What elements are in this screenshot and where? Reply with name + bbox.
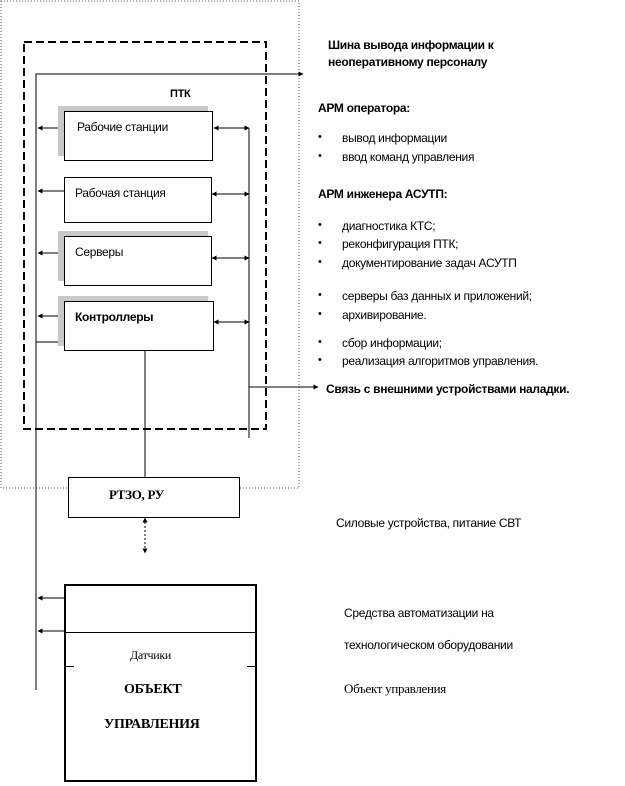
controllers-label: Контроллеры: [75, 310, 154, 324]
object-label-line2: УПРАВЛЕНИЯ: [104, 717, 200, 732]
external-link-label: Связь с внешними устройствами наладки.: [326, 382, 570, 396]
sensors-label: Датчики: [130, 648, 172, 662]
workstation-label: Рабочая станция: [75, 186, 166, 200]
operator-item-1: • вывод информации: [342, 131, 447, 145]
control-object-label: Объект управления: [344, 681, 446, 696]
controller-item-1: • сбор информации;: [342, 336, 442, 350]
ptk-label: ПТК: [170, 88, 191, 100]
object-label-line1: ОБЪЕКТ: [124, 682, 182, 697]
automation-label-line1: Средства автоматизации на: [344, 606, 494, 620]
controllers-box: [64, 301, 214, 351]
rtzo-box: [68, 477, 240, 518]
servers-box: [64, 236, 212, 286]
object-divider-top: [66, 632, 255, 633]
server-item-2: • архивирование.: [342, 308, 426, 322]
rtzo-label: РТЗО, РУ: [109, 487, 165, 502]
power-label: Силовые устройства, питание СВТ: [336, 516, 522, 530]
engineer-item-1: • диагностика КТС;: [342, 219, 435, 233]
bus-annotation-line1: Шина вывода информации к: [328, 38, 494, 52]
object-divider-right-tick: [247, 666, 255, 667]
operator-item-2: • ввод команд управления: [342, 150, 474, 164]
engineer-item-2: • реконфигурация ПТК;: [342, 237, 458, 251]
control-object-box: [64, 584, 257, 782]
automation-label-line2: технологическом оборудовании: [344, 638, 513, 652]
object-divider-left-tick: [66, 666, 74, 667]
bus-annotation-line2: неоперативному персоналу: [328, 55, 488, 69]
operator-title: АРМ оператора:: [318, 101, 410, 115]
server-item-1: • серверы баз данных и приложений;: [342, 289, 532, 303]
controller-item-2: • реализация алгоритмов управления.: [342, 354, 538, 368]
workstations-box: [64, 111, 213, 161]
engineer-title: АРМ инженера АСУТП:: [318, 187, 448, 201]
workstations-label: Рабочие станции: [77, 120, 168, 134]
workstation-box: [64, 177, 212, 223]
servers-label: Серверы: [75, 245, 124, 259]
engineer-item-3: • документирование задач АСУТП: [342, 256, 517, 270]
